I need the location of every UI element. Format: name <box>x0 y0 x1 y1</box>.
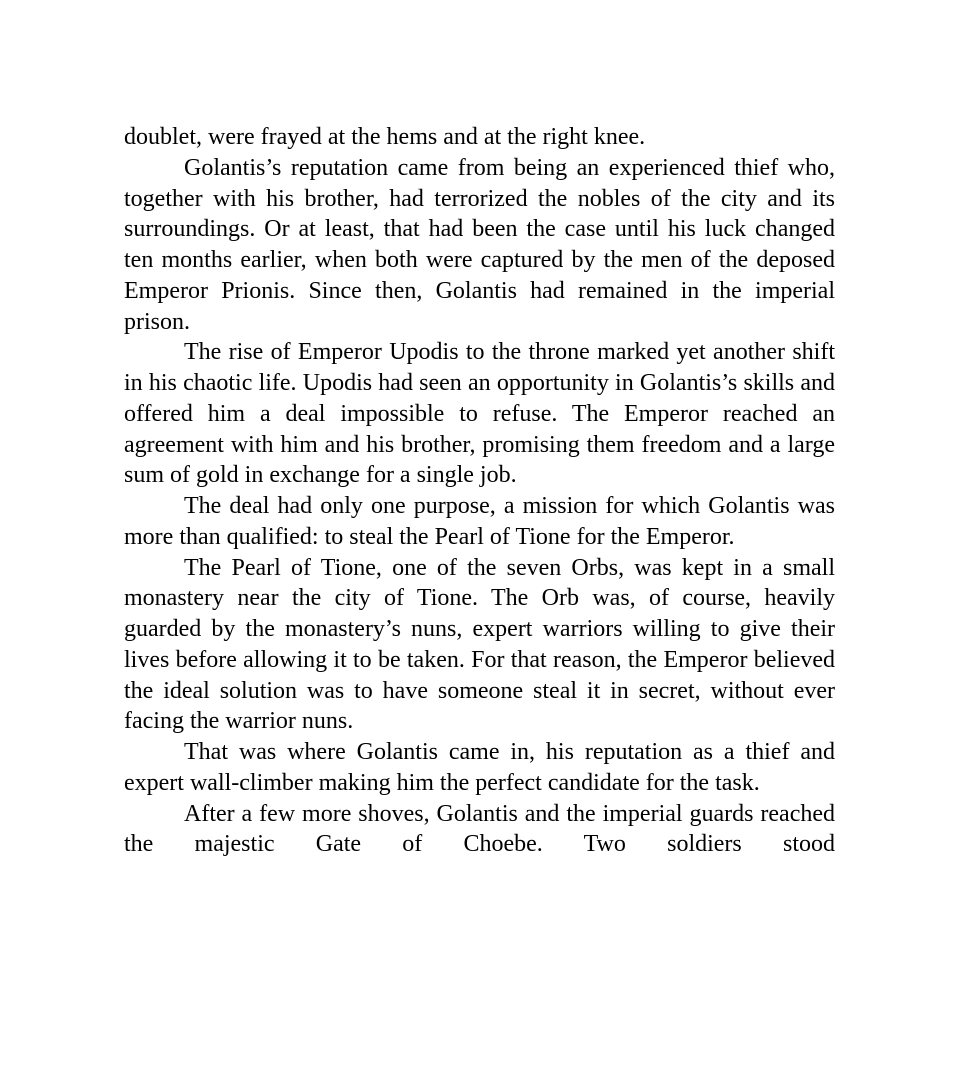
paragraph: The deal had only one purpose, a mission for which Golantis was more than qualified: to steal the Pearl of Tione for the Emperor. <box>124 493 835 550</box>
paragraph: Golantis’s reputation came from being an experienced thief who, together with his brother, had terrorized the nobles of the city and its surroundings. Or at least, that had been the case until his luck changed ten months earlier, when both were captured by the men of the deposed Emperor Prionis. Since then, Golantis had remained in the imperial prison. <box>124 154 835 335</box>
page-text-block <box>124 122 835 860</box>
paragraph: The rise of Emperor Upodis to the throne marked yet another shift in his chaotic life. Upodis had seen an opportunity in Golantis’s skills and offered him a deal impossible to refuse. The Emperor reached an agreement with him and his brother, promising them freedom and a large sum of gold in exchange for a single job. <box>124 339 835 489</box>
paragraph-continuation: doublet, were frayed at the hems and at the right knee. <box>124 124 646 150</box>
paragraph-continues-next-page: After a few more shoves, Golantis and the imperial guards reached the majestic Gate of Choebe. Two soldiers stood <box>124 800 835 858</box>
paragraph: That was where Golantis came in, his reputation as a thief and expert wall-climber making him the perfect candidate for the task. <box>124 739 835 796</box>
paragraph: The Pearl of Tione, one of the seven Orbs, was kept in a small monastery near the city of Tione. The Orb was, of course, heavily guarded by the monastery’s nuns, expert warriors willing to give their lives before allowing it to be taken. For that reason, the Emperor believed the ideal solution was to have someone steal it in secret, without ever facing the warrior nuns. <box>124 554 835 735</box>
